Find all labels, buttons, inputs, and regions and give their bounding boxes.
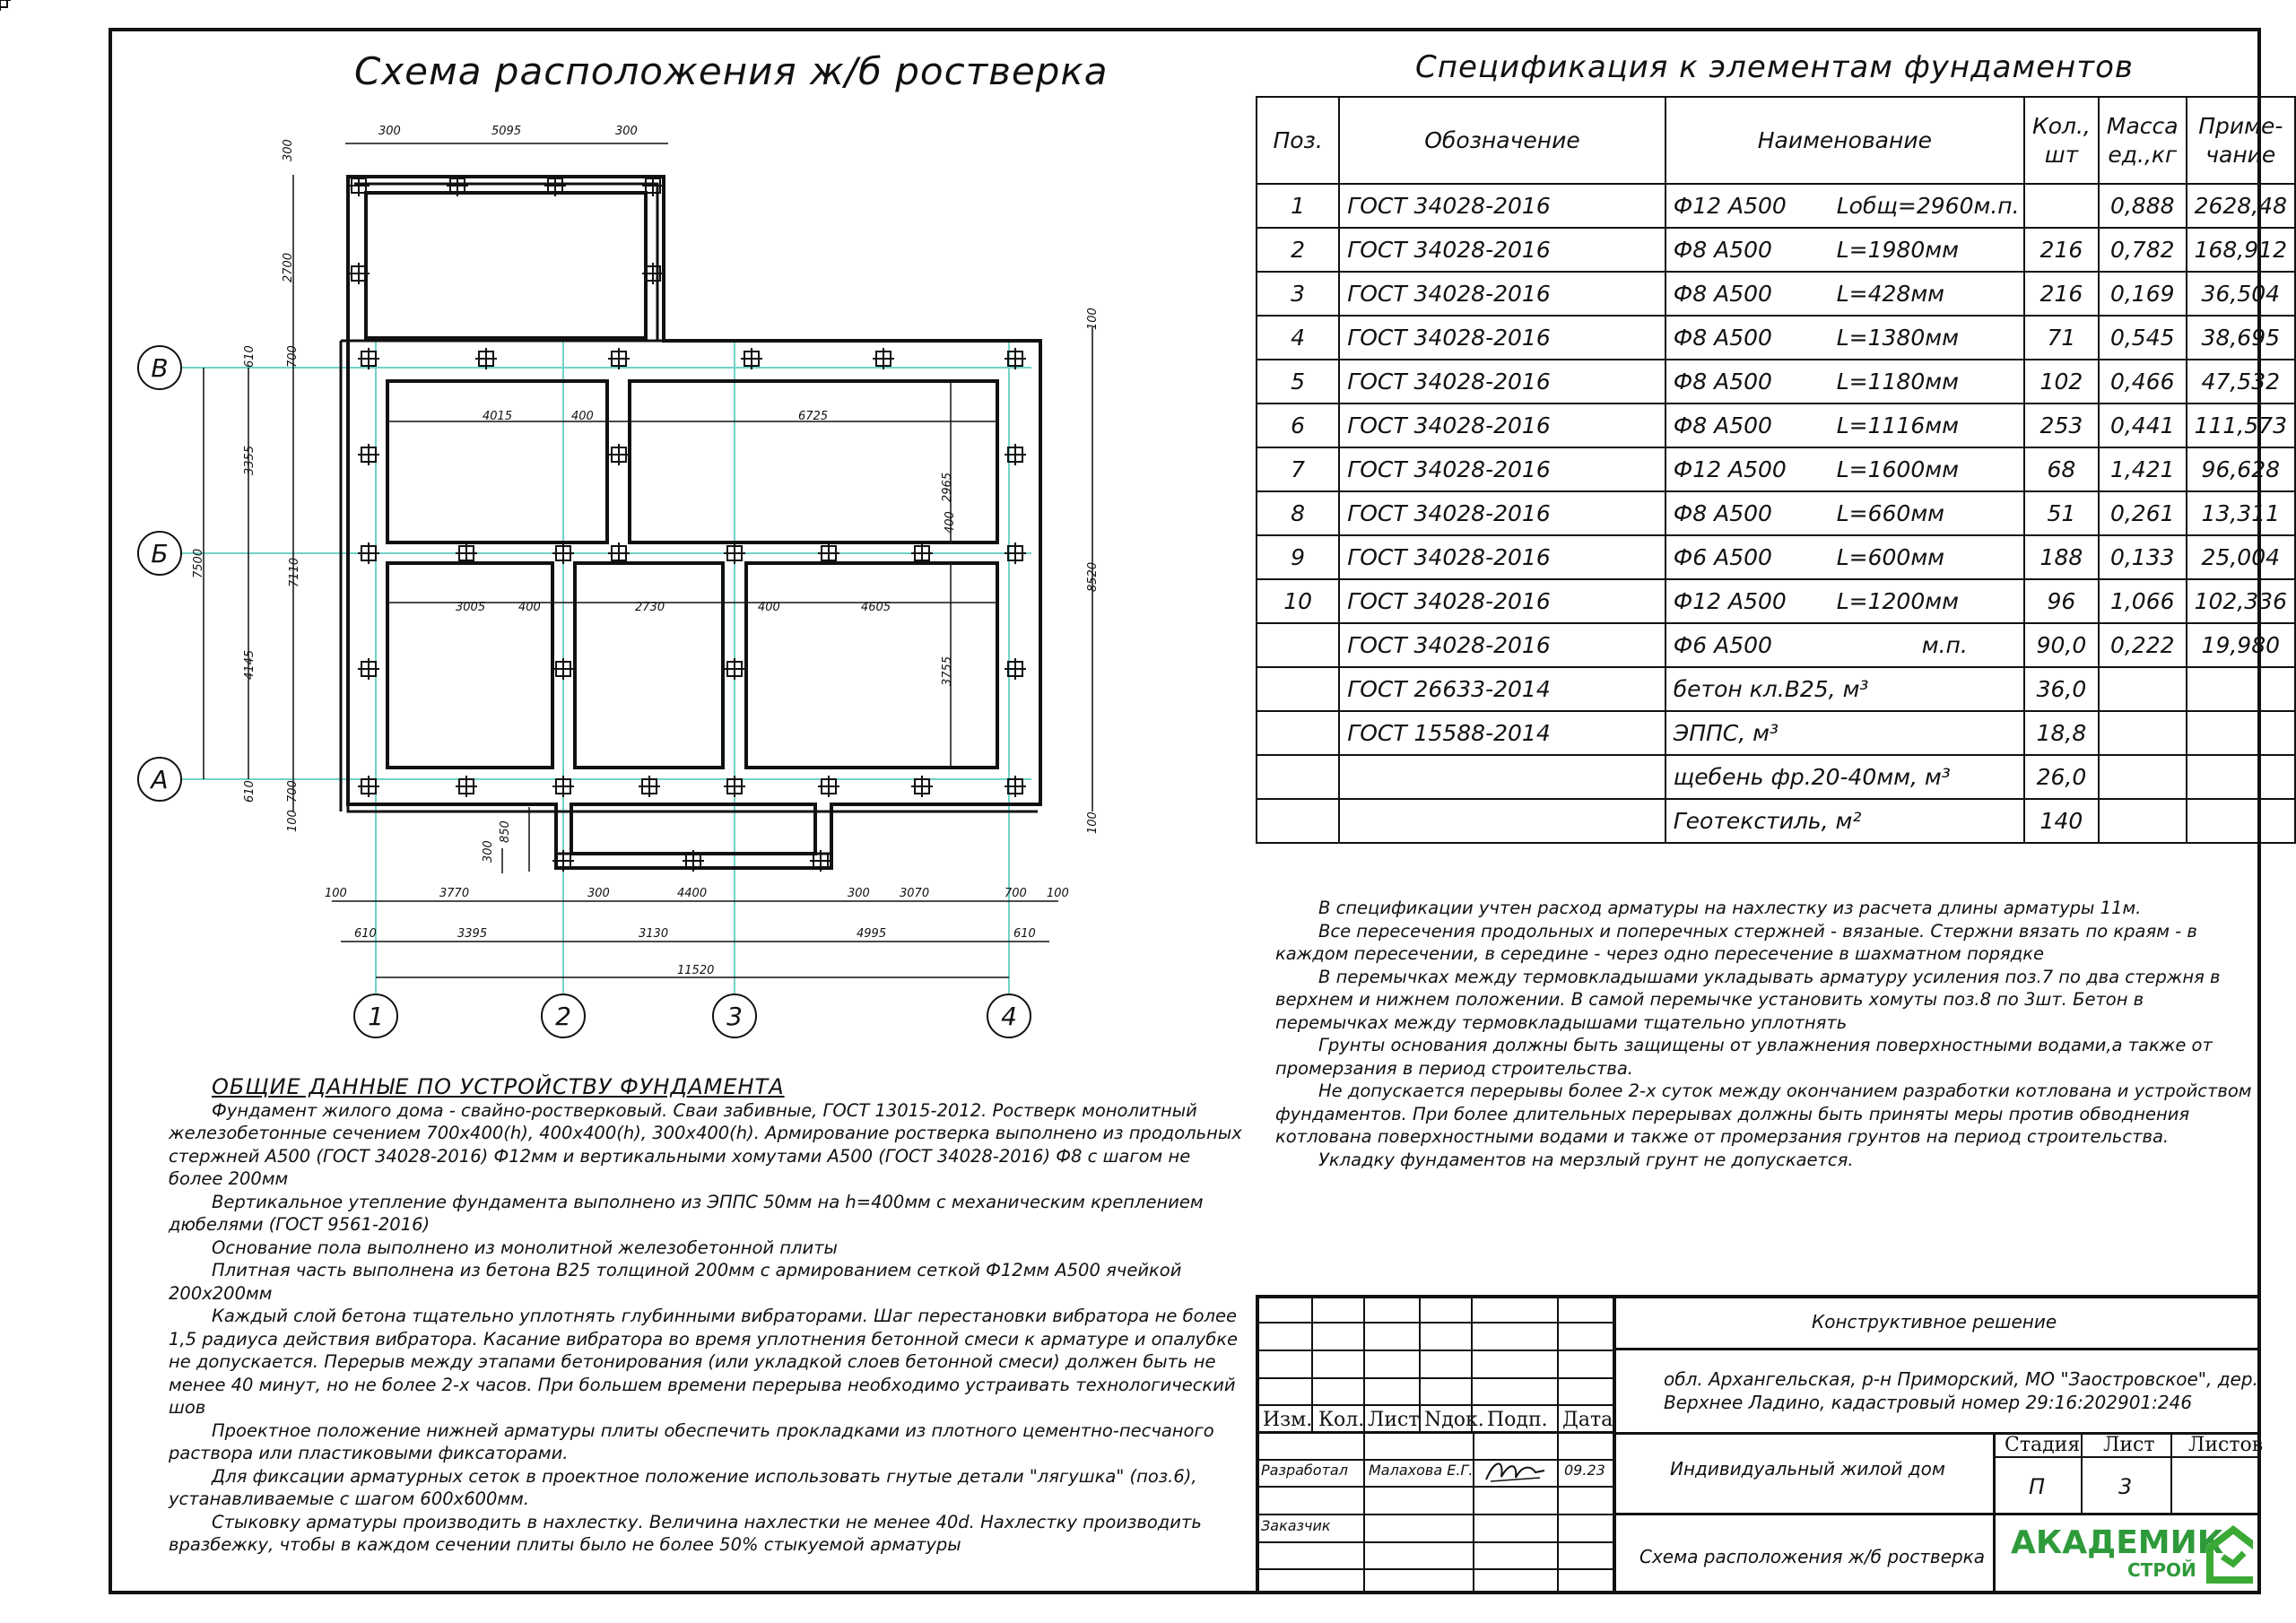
spec-cell-name (1665, 272, 2024, 316)
general-para: Основание пола выполнено из монолитной железобетонной плиты (212, 1237, 838, 1258)
svg-text:7110: 7110 (288, 557, 301, 587)
spec-row (1257, 184, 2295, 228)
th-pos: Поз. (1257, 97, 1339, 184)
spec-cell-oboz: ГОСТ 34028-2016 (1339, 360, 1665, 404)
grillage-outline (348, 177, 1040, 868)
svg-text:700: 700 (286, 345, 300, 368)
spec-name: Ф8 А500 (1673, 325, 1772, 351)
stamp-h-podp: Подп. (1487, 1409, 1548, 1431)
svg-text:400: 400 (518, 601, 541, 614)
spec-cell-name (1665, 228, 2024, 272)
th-oboz: Обозначение (1339, 97, 1665, 184)
svg-text:3130: 3130 (639, 927, 669, 941)
spec-cell-name (1665, 535, 2024, 579)
spec-row (1257, 579, 2295, 623)
stamp-listov-label: Листов (2188, 1434, 2264, 1456)
spec-name: Ф12 А500 (1673, 193, 1787, 219)
axis-label-2: 2 (555, 1002, 571, 1031)
spec-cell-name (1665, 755, 2024, 799)
th-name: Наименование (1665, 97, 2024, 184)
spec-cell-name (1665, 184, 2024, 228)
drawing-title: Схема расположения ж/б ростверка (354, 49, 1109, 93)
spec-cell-mass: 0,133 (2099, 535, 2187, 579)
spec-name: Ф6 А500 (1673, 632, 1772, 658)
svg-text:300: 300 (482, 840, 495, 863)
axis-label-4: 4 (1001, 1002, 1017, 1031)
svg-text:700: 700 (1004, 887, 1027, 900)
spec-row (1257, 667, 2295, 711)
note: В перемычках между термовкладышами укладывать арматуру усиления поз.7 по два стержня в верхнем и нижнем положении. В самой перемычке установить хомуты поз.8 по 3шт. Бетон в перемычках между термовкладышами тщательно уплотнять (1275, 966, 2221, 1033)
spec-cell-pos: 8 (1257, 491, 1339, 535)
spec-cell-pos: 1 (1257, 184, 1339, 228)
spec-cell-pos: 4 (1257, 316, 1339, 360)
spec-cell-pos: 6 (1257, 404, 1339, 447)
svg-text:100: 100 (286, 810, 300, 832)
spec-cell-pos: 5 (1257, 360, 1339, 404)
spec-row (1257, 799, 2295, 843)
stamp-object: Индивидуальный жилой дом (1670, 1458, 1945, 1480)
room-1 (387, 381, 607, 542)
spec-name: ЭППС, м³ (1673, 720, 1779, 746)
general-para: Фундамент жилого дома - свайно-ростверковый. Сваи забивные, ГОСТ 13015-2012. Ростверк монолитный железобетонные сечением 700х400(h), 400х400(h), 300х400(h). Армирование ростверка выполнено из продольных стержней А500 (ГОСТ 34028-2016) Ф12мм и вертикальными хомутами А500 (ГОСТ 34028-2016) Ф8 с шагом не более 200мм (169, 1099, 1242, 1189)
svg-text:700: 700 (286, 780, 300, 803)
spec-length: Lобщ=2960м.п. (1836, 193, 2020, 219)
spec-cell-prim: 13,311 (2187, 491, 2295, 535)
spec-cell-name (1665, 491, 2024, 535)
spec-cell-kol: 71 (2024, 316, 2099, 360)
spec-cell-prim (2187, 667, 2295, 711)
spec-name: Геотекстиль, м² (1673, 808, 1862, 834)
stamp-list-label: Лист (2103, 1434, 2155, 1456)
spec-cell-mass: 0,169 (2099, 272, 2187, 316)
svg-text:100: 100 (325, 887, 347, 900)
svg-text:300: 300 (282, 139, 295, 161)
room-4 (575, 563, 723, 768)
spec-cell-prim: 25,004 (2187, 535, 2295, 579)
svg-text:5095: 5095 (491, 125, 522, 138)
spec-row (1257, 404, 2295, 447)
spec-cell-prim: 96,628 (2187, 447, 2295, 491)
spec-name: Ф8 А500 (1673, 237, 1772, 263)
svg-text:300: 300 (378, 125, 401, 138)
spec-row (1257, 535, 2295, 579)
svg-text:400: 400 (758, 601, 780, 614)
general-data (169, 1076, 1245, 1557)
room-2 (630, 381, 997, 542)
spec-cell-oboz: ГОСТ 26633-2014 (1339, 667, 1665, 711)
spec-cell-prim: 36,504 (2187, 272, 2295, 316)
stamp-razrab-label: Разработал (1261, 1462, 1348, 1479)
spec-length: L=1200мм (1836, 588, 1959, 614)
logo-text-1: АКАДЕМИК (2011, 1524, 2224, 1561)
spec-row (1257, 755, 2295, 799)
spec-cell-kol: 102 (2024, 360, 2099, 404)
spec-cell-name (1665, 447, 2024, 491)
svg-text:8520: 8520 (1086, 561, 1100, 592)
spec-cell-name (1665, 711, 2024, 755)
spec-row (1257, 228, 2295, 272)
spec-cell-oboz: ГОСТ 34028-2016 (1339, 491, 1665, 535)
spec-cell-oboz: ГОСТ 34028-2016 (1339, 184, 1665, 228)
svg-text:2965: 2965 (941, 472, 954, 502)
spec-table (1256, 96, 2296, 844)
spec-cell-name (1665, 316, 2024, 360)
svg-text:4400: 4400 (677, 887, 708, 900)
spec-cell-mass: 0,222 (2099, 623, 2187, 667)
stamp-project: Конструктивное решение (1812, 1311, 2057, 1332)
stamp-h-izm: Изм. (1263, 1409, 1313, 1431)
spec-cell-pos: 10 (1257, 579, 1339, 623)
general-para: Стыковку арматуры производить в нахлестку. Величина нахлестки не менее 40d. Нахлестку производить вразбежку, чтобы в каждом сечении плиты было не более 50% стыкуемой арматуры (169, 1511, 1202, 1555)
svg-text:100: 100 (1086, 308, 1100, 330)
general-para: Проектное положение нижней арматуры плиты обеспечить прокладками из плотного цементно-песчаного раствора или пластиковыми фиксаторами. (169, 1419, 1214, 1463)
spec-row (1257, 623, 2295, 667)
svg-text:610: 610 (243, 345, 257, 368)
spec-cell-name (1665, 404, 2024, 447)
svg-text:7500: 7500 (192, 548, 205, 578)
spec-cell-prim (2187, 711, 2295, 755)
svg-text:3005: 3005 (456, 601, 486, 614)
note: Укладку фундаментов на мерзлый грунт не допускается. (1318, 1149, 1854, 1170)
spec-name: Ф8 А500 (1673, 500, 1772, 526)
svg-text:3395: 3395 (457, 927, 488, 941)
spec-cell-mass: 0,888 (2099, 184, 2187, 228)
svg-text:11520: 11520 (677, 964, 715, 977)
spec-cell-mass (2099, 711, 2187, 755)
spec-cell-oboz: ГОСТ 34028-2016 (1339, 404, 1665, 447)
spec-row (1257, 316, 2295, 360)
spec-length: L=1116мм (1836, 412, 1959, 438)
svg-text:850: 850 (499, 820, 512, 843)
spec-cell-name (1665, 360, 2024, 404)
spec-cell-prim (2187, 755, 2295, 799)
spec-cell-kol: 36,0 (2024, 667, 2099, 711)
th-mass: Масса ед.,кг (2099, 97, 2187, 184)
stamp-razrab-date: 09.23 (1564, 1462, 1605, 1479)
spec-name: Ф8 А500 (1673, 281, 1772, 307)
spec-cell-kol: 96 (2024, 579, 2099, 623)
spec-cell-prim: 111,573 (2187, 404, 2295, 447)
svg-text:2700: 2700 (282, 252, 295, 282)
spec-cell-prim: 102,336 (2187, 579, 2295, 623)
stamp-h-data: Дата (1562, 1409, 1613, 1431)
spec-row (1257, 360, 2295, 404)
th-prim: Приме- чание (2187, 97, 2295, 184)
spec-cell-mass: 0,261 (2099, 491, 2187, 535)
spec-length: L=1180мм (1836, 369, 1959, 395)
svg-text:2730: 2730 (635, 601, 665, 614)
stamp-zakazchik-label: Заказчик (1261, 1517, 1331, 1534)
spec-cell-mass: 1,066 (2099, 579, 2187, 623)
stamp-address1: обл. Архангельская, р-н Приморский, МО "Заостровское", дер. (1664, 1368, 2258, 1390)
general-title: ОБЩИЕ ДАННЫЕ ПО УСТРОЙСТВУ ФУНДАМЕНТА (212, 1074, 785, 1099)
spec-cell-oboz (1339, 799, 1665, 843)
spec-cell-pos: 9 (1257, 535, 1339, 579)
axis-label-a: А (151, 765, 169, 794)
svg-text:100: 100 (1086, 812, 1100, 834)
spec-notes (1275, 897, 2253, 1171)
spec-name: щебень фр.20-40мм, м³ (1673, 764, 1951, 790)
spec-cell-oboz (1339, 755, 1665, 799)
spec-cell-kol: 216 (2024, 272, 2099, 316)
svg-text:3355: 3355 (243, 445, 257, 475)
svg-text:6725: 6725 (798, 410, 829, 423)
room-3 (387, 563, 552, 768)
spec-cell-mass: 1,421 (2099, 447, 2187, 491)
stamp-stadiya-label: Стадия (2005, 1434, 2081, 1456)
spec-cell-oboz: ГОСТ 34028-2016 (1339, 579, 1665, 623)
spec-cell-prim: 168,912 (2187, 228, 2295, 272)
note: Не допускается перерывы более 2-х суток между окончанием разработки котлована и устройством фундаментов. При более длительных перерывах должны быть приняты меры против обводнения котлована поверхностными водами и также от промерзания грунтов на период строительства. (1275, 1081, 2252, 1147)
svg-text:4015: 4015 (483, 410, 513, 423)
spec-cell-pos (1257, 799, 1339, 843)
spec-length: L=428мм (1836, 281, 1945, 307)
axis-label-v: В (151, 353, 169, 383)
spec-length: L=660мм (1836, 500, 1945, 526)
signature-icon (1482, 1454, 1549, 1486)
spec-cell-oboz: ГОСТ 34028-2016 (1339, 316, 1665, 360)
spec-cell-pos (1257, 711, 1339, 755)
spec-length: L=1600мм (1836, 456, 1959, 482)
spec-name: Ф8 А500 (1673, 369, 1772, 395)
spec-cell-mass (2099, 799, 2187, 843)
spec-cell-kol: 188 (2024, 535, 2099, 579)
axis-label-3: 3 (726, 1002, 743, 1031)
stamp-address2: Верхнее Ладино, кадастровый номер 29:16:202901:246 (1664, 1392, 2193, 1413)
spec-row (1257, 447, 2295, 491)
svg-text:3755: 3755 (941, 655, 954, 686)
stamp-sheet-title: Схема расположения ж/б ростверка (1639, 1546, 1986, 1567)
spec-length: L=600мм (1836, 544, 1945, 570)
general-para: Каждый слой бетона тщательно уплотнять глубинными вибраторами. Шаг перестановки вибратора не более 1,5 радиуса действия вибратора. Касание вибратора во время уплотнения бетонной смеси к арматуре и опалубке не допускается. Перерыв между этапами бетонирования (или укладкой слоев бетонной смеси) должен быть не менее 40 минут, но не более 2-х часов. При большем времени перерыва необходимо устраивать технологический шов (169, 1306, 1239, 1418)
th-kol: Кол., шт (2024, 97, 2099, 184)
spec-cell-pos: 3 (1257, 272, 1339, 316)
svg-text:300: 300 (848, 887, 870, 900)
spec-cell-prim: 38,695 (2187, 316, 2295, 360)
spec-row (1257, 711, 2295, 755)
svg-text:300: 300 (615, 125, 638, 138)
general-para: Вертикальное утепление фундамента выполнено из ЭППС 50мм на h=400мм с механическим креплением дюбелями (ГОСТ 9561-2016) (169, 1191, 1204, 1235)
note: Грунты основания должны быть защищены от увлажнения поверхностными водами,а также от промерзания в период строительства. (1275, 1035, 2213, 1079)
spec-name: Ф12 А500 (1673, 588, 1787, 614)
spec-cell-kol: 51 (2024, 491, 2099, 535)
spec-length: L=1980мм (1836, 237, 1959, 263)
spec-name: Ф6 А500 (1673, 544, 1772, 570)
svg-text:4145: 4145 (243, 649, 257, 680)
svg-text:400: 400 (944, 511, 957, 534)
svg-text:100: 100 (1047, 887, 1069, 900)
svg-text:3770: 3770 (439, 887, 470, 900)
spec-cell-pos (1257, 755, 1339, 799)
spec-cell-prim: 19,980 (2187, 623, 2295, 667)
axis-label-1: 1 (368, 1002, 384, 1031)
svg-text:610: 610 (354, 927, 377, 941)
stamp-h-kol: Кол. (1318, 1409, 1365, 1431)
spec-cell-prim (2187, 799, 2295, 843)
spec-cell-kol: 18,8 (2024, 711, 2099, 755)
spec-cell-mass: 0,466 (2099, 360, 2187, 404)
spec-cell-pos (1257, 623, 1339, 667)
spec-cell-oboz: ГОСТ 34028-2016 (1339, 272, 1665, 316)
company-logo (2011, 1521, 2253, 1587)
stamp-stadiya: П (2029, 1474, 2046, 1499)
spec-cell-pos: 2 (1257, 228, 1339, 272)
svg-text:3070: 3070 (900, 887, 930, 900)
spec-cell-name (1665, 623, 2024, 667)
spec-length: L=1380мм (1836, 325, 1959, 351)
spec-cell-kol: 140 (2024, 799, 2099, 843)
spec-cell-prim: 2628,48 (2187, 184, 2295, 228)
spec-cell-kol: 26,0 (2024, 755, 2099, 799)
spec-cell-prim: 47,532 (2187, 360, 2295, 404)
spec-cell-pos: 7 (1257, 447, 1339, 491)
svg-text:4605: 4605 (861, 601, 891, 614)
svg-text:610: 610 (243, 780, 257, 803)
spec-cell-kol: 253 (2024, 404, 2099, 447)
spec-row (1257, 491, 2295, 535)
spec-cell-kol: 216 (2024, 228, 2099, 272)
note: В спецификации учтен расход арматуры на нахлестку из расчета длины арматуры 11м. (1318, 898, 2142, 918)
spec-cell-name (1665, 579, 2024, 623)
spec-cell-name (1665, 667, 2024, 711)
spec-name: Ф8 А500 (1673, 412, 1772, 438)
stamp-h-list: Лист (1368, 1409, 1420, 1431)
spec-cell-mass (2099, 667, 2187, 711)
stamp-list: 3 (2118, 1474, 2133, 1499)
spec-cell-oboz: ГОСТ 15588-2014 (1339, 711, 1665, 755)
spec-cell-name (1665, 799, 2024, 843)
stamp-razrab-name: Малахова Е.Г. (1369, 1462, 1474, 1479)
spec-cell-oboz: ГОСТ 34028-2016 (1339, 623, 1665, 667)
spec-title: Спецификация к элементам фундаментов (1415, 49, 2134, 85)
spec-cell-pos (1257, 667, 1339, 711)
spec-cell-kol: 68 (2024, 447, 2099, 491)
axis-label-b: Б (151, 539, 169, 568)
svg-text:610: 610 (1013, 927, 1036, 941)
room-5 (746, 563, 997, 768)
spec-cell-oboz: ГОСТ 34028-2016 (1339, 447, 1665, 491)
spec-cell-mass: 0,441 (2099, 404, 2187, 447)
general-para: Плитная часть выполнена из бетона В25 толщиной 200мм с армированием сеткой Ф12мм А500 ячейкой 200х200мм (169, 1260, 1182, 1304)
spec-name: бетон кл.В25, м³ (1673, 676, 1869, 702)
svg-text:4995: 4995 (857, 927, 887, 941)
spec-cell-mass: 0,545 (2099, 316, 2187, 360)
spec-cell-kol (2024, 184, 2099, 228)
spec-name: Ф12 А500 (1673, 456, 1787, 482)
spec-length: м.п. (1921, 632, 1968, 658)
spec-cell-mass: 0,782 (2099, 228, 2187, 272)
svg-text:400: 400 (571, 410, 594, 423)
stamp-h-ndok: Nдок. (1424, 1409, 1484, 1431)
spec-cell-oboz: ГОСТ 34028-2016 (1339, 228, 1665, 272)
note: Все пересечения продольных и поперечных стержней - вязаные. Стержни вязать по краям - в каждом пересечении, в середине - через одно пересечение в шахматном порядке (1275, 920, 2197, 964)
spec-cell-mass (2099, 755, 2187, 799)
general-para: Для фиксации арматурных сеток в проектное положение использовать гнутые детали "лягушка" (поз.6), устанавливаемые с шагом 600х600мм. (169, 1465, 1197, 1509)
spec-cell-kol: 90,0 (2024, 623, 2099, 667)
piles (0, 0, 11, 11)
spec-cell-oboz: ГОСТ 34028-2016 (1339, 535, 1665, 579)
svg-text:300: 300 (587, 887, 610, 900)
logo-text-2: СТРОЙ (2127, 1559, 2196, 1581)
spec-row (1257, 272, 2295, 316)
